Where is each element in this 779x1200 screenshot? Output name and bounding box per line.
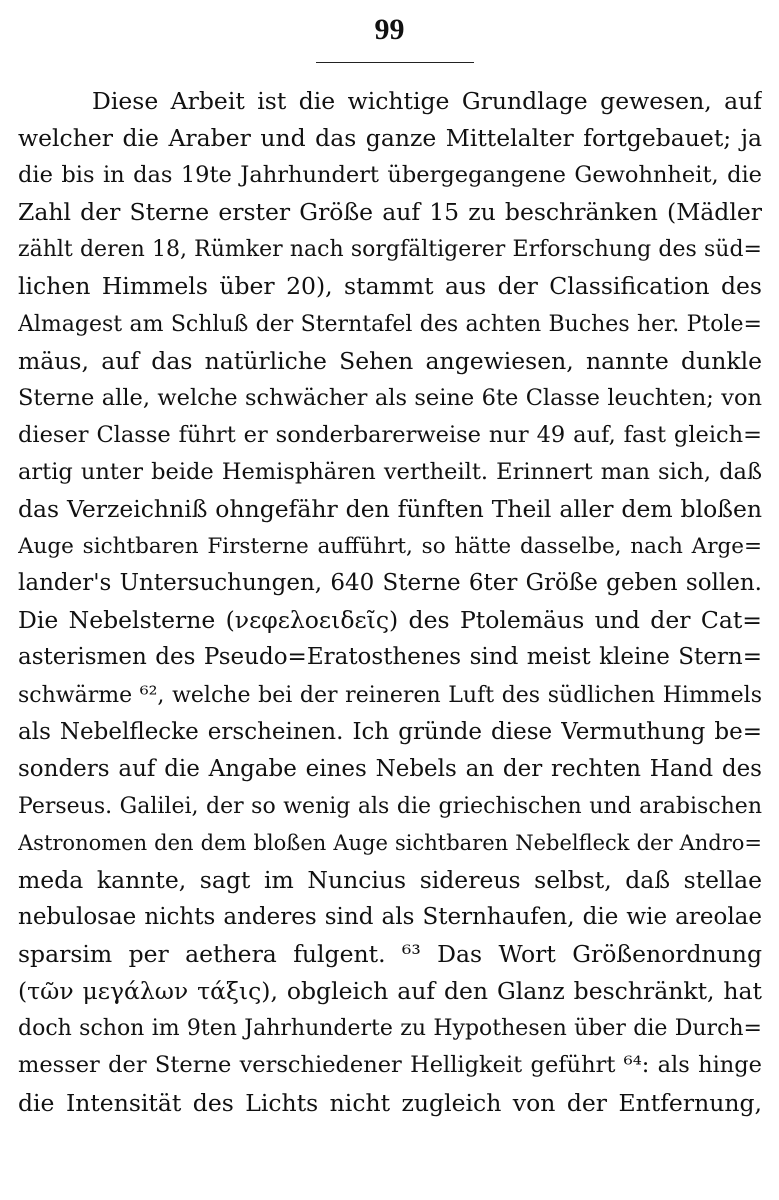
- text-line: Die Nebelsterne (νεφελοειδεῖς) des Ptolemäus und der Cat=: [18, 606, 762, 635]
- text-line: lichen Himmels über 20), stammt aus der Classification des: [18, 272, 762, 301]
- text-line: Perseus. Galilei, der so wenig als die griechischen und arabischen: [18, 793, 762, 819]
- text-line: Astronomen den dem bloßen Auge sichtbaren Nebelfleck der Andro=: [18, 830, 762, 855]
- text-line: zählt deren 18, Rümker nach sorgfältigerer Erforschung des süd=: [18, 237, 762, 263]
- header-rule: [316, 62, 474, 63]
- text-line: die Intensität des Lichts nicht zugleich von der Entfernung,: [18, 1088, 762, 1117]
- text-line: Almagest am Schluß der Sterntafel des achten Buches her. Ptole=: [18, 311, 762, 337]
- text-line: welcher die Araber und das ganze Mittelalter fortgebauet; ja: [18, 124, 762, 153]
- page-number: 99: [374, 13, 405, 46]
- text-line: doch schon im 9ten Jahrhunderte zu Hypothesen über die Durch=: [18, 1016, 762, 1042]
- text-line: artig unter beide Hemisphären vertheilt. Erinnert man sich, daß: [18, 458, 762, 485]
- text-line: sonders auf die Angabe eines Nebels an der rechten Hand des: [18, 755, 762, 782]
- text-line: Auge sichtbaren Firsterne aufführt, so hätte dasselbe, nach Arge=: [18, 534, 762, 560]
- text-line: Diese Arbeit ist die wichtige Grundlage gewesen, auf: [92, 87, 762, 115]
- text-line: das Verzeichniß ohngefähr den fünften Theil aller dem bloßen: [18, 495, 762, 524]
- text-line: lander's Untersuchungen, 640 Sterne 6ter Größe geben sollen.: [18, 570, 762, 597]
- text-line: schwärme ⁶², welche bei der reineren Luft des südlichen Himmels: [18, 682, 762, 708]
- text-line: nebulosae nichts anderes sind als Sternhaufen, die wie areolae: [18, 904, 762, 931]
- text-line: (τῶν μεγάλων τάξις), obgleich auf den Glanz beschränkt, hat: [18, 977, 762, 1006]
- text-line: sparsim per aethera fulgent. ⁶³ Das Wort Größenordnung: [18, 940, 762, 969]
- text-line: die bis in das 19te Jahrhundert übergegangene Gewohnheit, die: [18, 162, 762, 189]
- text-line: Zahl der Sterne erster Größe auf 15 zu beschränken (Mädler: [18, 198, 762, 227]
- text-line: dieser Classe führt er sonderbarerweise nur 49 auf, fast gleich=: [18, 421, 762, 448]
- body-text: [18, 83, 762, 1122]
- text-line: Sterne alle, welche schwächer als seine 6te Classe leuchten; von: [18, 384, 762, 411]
- text-line: messer der Sterne verschiedener Helligkeit geführt ⁶⁴: als hinge: [18, 1052, 762, 1079]
- text-line: asterismen des Pseudo=Eratosthenes sind meist kleine Stern=: [18, 644, 762, 671]
- text-line: meda kannte, sagt im Nuncius sidereus selbst, daß stellae: [18, 865, 762, 894]
- text-line: mäus, auf das natürliche Sehen angewiesen, nannte dunkle: [18, 346, 762, 375]
- text-line: als Nebelflecke erscheinen. Ich gründe diese Vermuthung be=: [18, 718, 762, 745]
